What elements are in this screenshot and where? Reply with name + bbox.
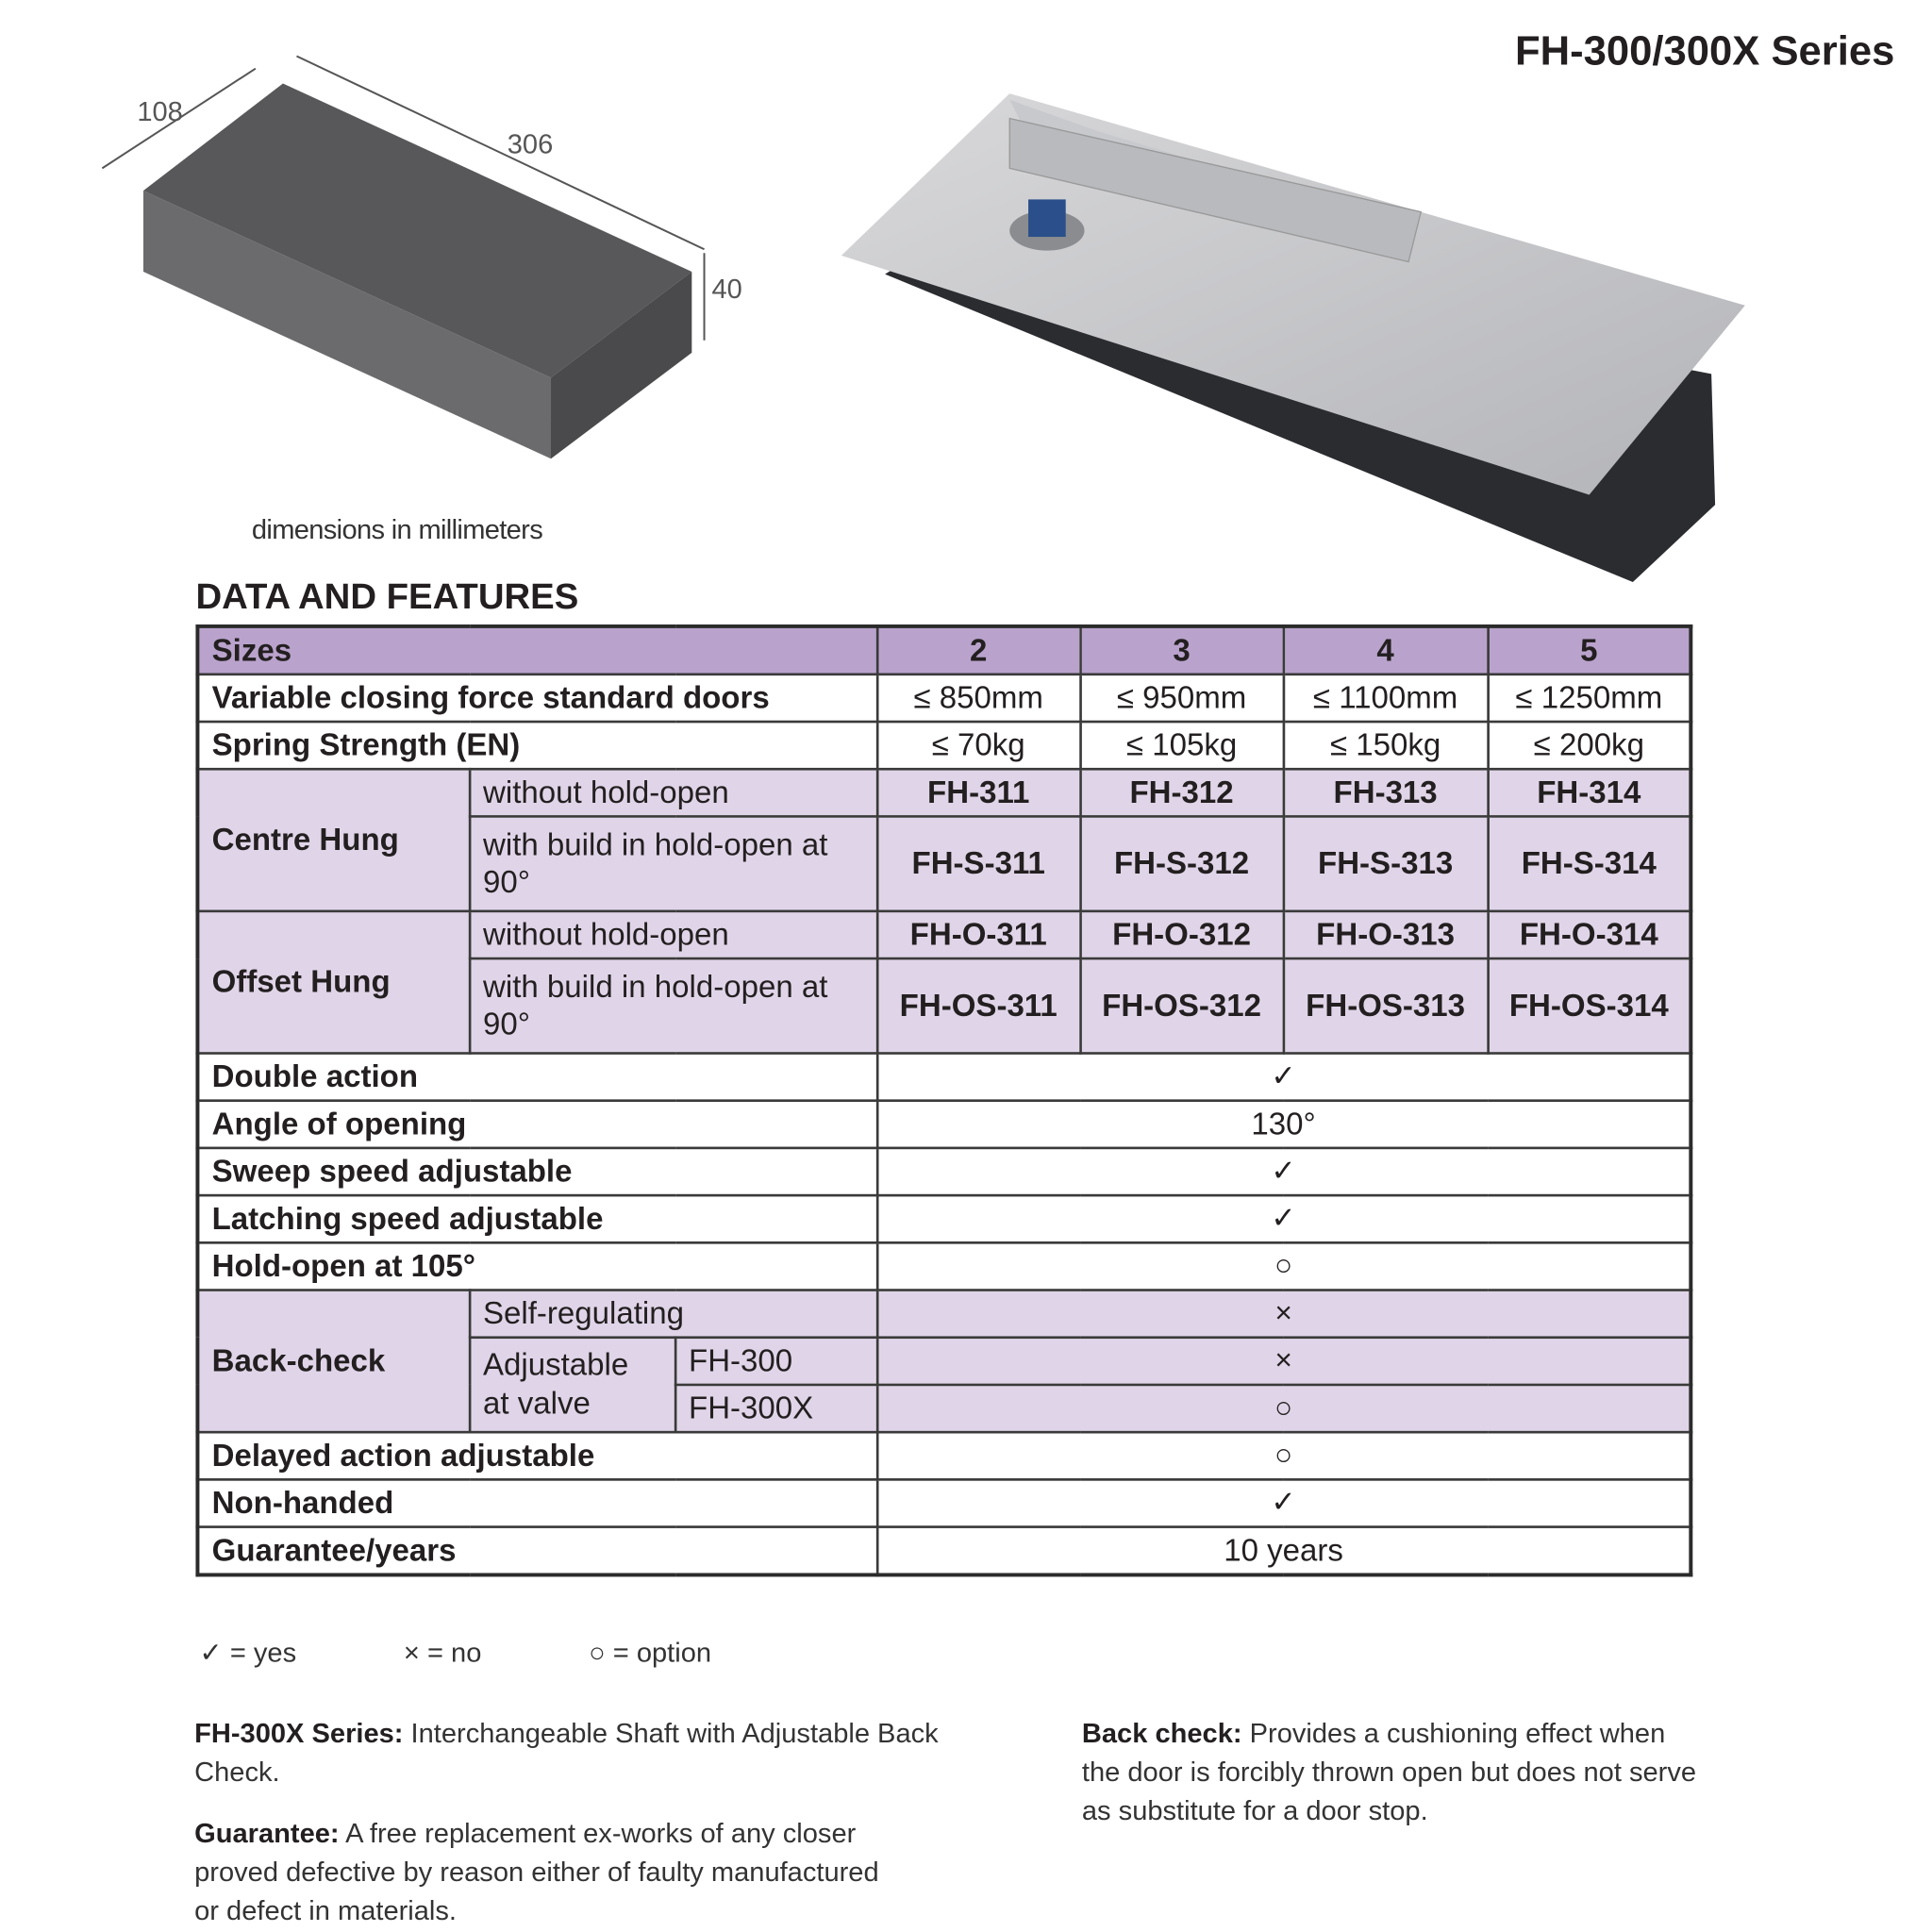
height-label: 40 bbox=[711, 274, 742, 305]
row-label: Sweep speed adjustable bbox=[197, 1148, 876, 1195]
model-cell: FH-S-314 bbox=[1488, 816, 1690, 910]
feature-value: ✓ bbox=[877, 1479, 1691, 1526]
feature-value: × bbox=[877, 1291, 1691, 1338]
table-row bbox=[197, 1195, 1690, 1242]
size-cell: 3 bbox=[1080, 626, 1283, 675]
row-label: Non-handed bbox=[197, 1479, 876, 1526]
sub-label: without hold-open bbox=[469, 769, 876, 816]
note-title: Back check: bbox=[1081, 1717, 1242, 1749]
cell: ≤ 200kg bbox=[1488, 722, 1690, 769]
width-label: 108 bbox=[137, 97, 183, 128]
model-cell: FH-OS-313 bbox=[1283, 958, 1488, 1053]
sub-label: FH-300 bbox=[675, 1338, 876, 1385]
model-cell: FH-O-314 bbox=[1488, 911, 1690, 958]
sub-label: with build in hold-open at 90° bbox=[469, 958, 876, 1053]
table-row bbox=[197, 1148, 1690, 1195]
size-cell: 5 bbox=[1488, 626, 1690, 675]
feature-value: ○ bbox=[877, 1432, 1691, 1479]
cell: ≤ 70kg bbox=[877, 722, 1080, 769]
row-label: Guarantee/years bbox=[197, 1527, 876, 1575]
size-cell: 4 bbox=[1283, 626, 1488, 675]
model-cell: FH-314 bbox=[1488, 769, 1690, 816]
table-row bbox=[197, 626, 1690, 675]
row-label: Double action bbox=[197, 1053, 876, 1100]
model-cell: FH-OS-311 bbox=[877, 958, 1080, 1053]
note-text: Provides a cushioning effect when the door is forcibly thrown open but does not serve as substitute for a door stop. bbox=[1081, 1717, 1697, 1826]
feature-value: 10 years bbox=[877, 1527, 1691, 1575]
table-row bbox=[197, 1479, 1690, 1526]
cell: ≤ 105kg bbox=[1080, 722, 1283, 769]
cell: ≤ 950mm bbox=[1080, 675, 1283, 722]
feature-value: ○ bbox=[877, 1385, 1691, 1432]
sub-label: FH-300X bbox=[675, 1385, 876, 1432]
table-row bbox=[197, 1527, 1690, 1575]
guarantee-note bbox=[194, 1813, 892, 1929]
feature-value: 130° bbox=[877, 1101, 1691, 1148]
sizes-label: Sizes bbox=[197, 626, 876, 675]
product-photo bbox=[835, 93, 1757, 592]
legend-option: ○ = option bbox=[589, 1636, 712, 1668]
model-cell: FH-S-313 bbox=[1283, 816, 1488, 910]
model-cell: FH-O-313 bbox=[1283, 911, 1488, 958]
row-label: Back-check bbox=[197, 1291, 469, 1433]
row-label: Variable closing force standard doors bbox=[197, 675, 876, 722]
legend bbox=[199, 1637, 810, 1669]
legend-no: × = no bbox=[403, 1636, 482, 1668]
cell: ≤ 150kg bbox=[1283, 722, 1488, 769]
dimensions-note: dimensions in millimeters bbox=[251, 513, 543, 545]
table-row bbox=[197, 1101, 1690, 1148]
sub-label: with build in hold-open at 90° bbox=[469, 816, 876, 910]
row-label: Delayed action adjustable bbox=[197, 1432, 876, 1479]
feature-value: ✓ bbox=[877, 1053, 1691, 1100]
note-title: Guarantee: bbox=[194, 1817, 340, 1849]
table-row bbox=[197, 722, 1690, 769]
model-cell: FH-S-311 bbox=[877, 816, 1080, 910]
row-label: Offset Hung bbox=[197, 911, 469, 1054]
model-cell: FH-312 bbox=[1080, 769, 1283, 816]
cell: ≤ 850mm bbox=[877, 675, 1080, 722]
dimension-drawing bbox=[87, 43, 785, 474]
cell: ≤ 1100mm bbox=[1283, 675, 1488, 722]
table-row bbox=[197, 1242, 1690, 1290]
cell: ≤ 1250mm bbox=[1488, 675, 1690, 722]
model-cell: FH-311 bbox=[877, 769, 1080, 816]
series-title: FH-300/300X Series bbox=[1514, 27, 1895, 74]
section-title: DATA AND FEATURES bbox=[195, 576, 579, 618]
table-row bbox=[197, 911, 1690, 958]
series-note bbox=[194, 1714, 992, 1791]
row-label: Spring Strength (EN) bbox=[197, 722, 876, 769]
model-cell: FH-S-312 bbox=[1080, 816, 1283, 910]
model-cell: FH-OS-314 bbox=[1488, 958, 1690, 1053]
note-text: A free replacement ex-works of any closer proved defective by reason either of faulty manufactured or defect in materials. bbox=[194, 1817, 879, 1926]
feature-value: × bbox=[877, 1338, 1691, 1385]
sub-label: Self-regulating bbox=[469, 1291, 876, 1338]
legend-yes: ✓ = yes bbox=[199, 1636, 297, 1668]
row-label: Angle of opening bbox=[197, 1101, 876, 1148]
data-features-table bbox=[195, 625, 1692, 1576]
model-cell: FH-OS-312 bbox=[1080, 958, 1283, 1053]
model-cell: FH-O-312 bbox=[1080, 911, 1283, 958]
row-label: Latching speed adjustable bbox=[197, 1195, 876, 1242]
note-title: FH-300X Series: bbox=[194, 1717, 404, 1749]
table-row bbox=[197, 769, 1690, 816]
table-row bbox=[197, 1432, 1690, 1479]
size-cell: 2 bbox=[877, 626, 1080, 675]
sub-label: Adjustable at valve bbox=[469, 1338, 675, 1432]
table-row bbox=[197, 1291, 1690, 1338]
length-label: 306 bbox=[507, 129, 554, 160]
table-row bbox=[197, 675, 1690, 722]
feature-value: ✓ bbox=[877, 1195, 1691, 1242]
feature-value: ○ bbox=[877, 1242, 1691, 1290]
model-cell: FH-313 bbox=[1283, 769, 1488, 816]
row-label: Centre Hung bbox=[197, 769, 469, 911]
row-label: Hold-open at 105° bbox=[197, 1242, 876, 1290]
note-text: Interchangeable Shaft with Adjustable Back Check. bbox=[194, 1717, 939, 1788]
model-cell: FH-O-311 bbox=[877, 911, 1080, 958]
sub-label: without hold-open bbox=[469, 911, 876, 958]
backcheck-note bbox=[1082, 1714, 1706, 1830]
feature-value: ✓ bbox=[877, 1148, 1691, 1195]
table-row bbox=[197, 1053, 1690, 1100]
